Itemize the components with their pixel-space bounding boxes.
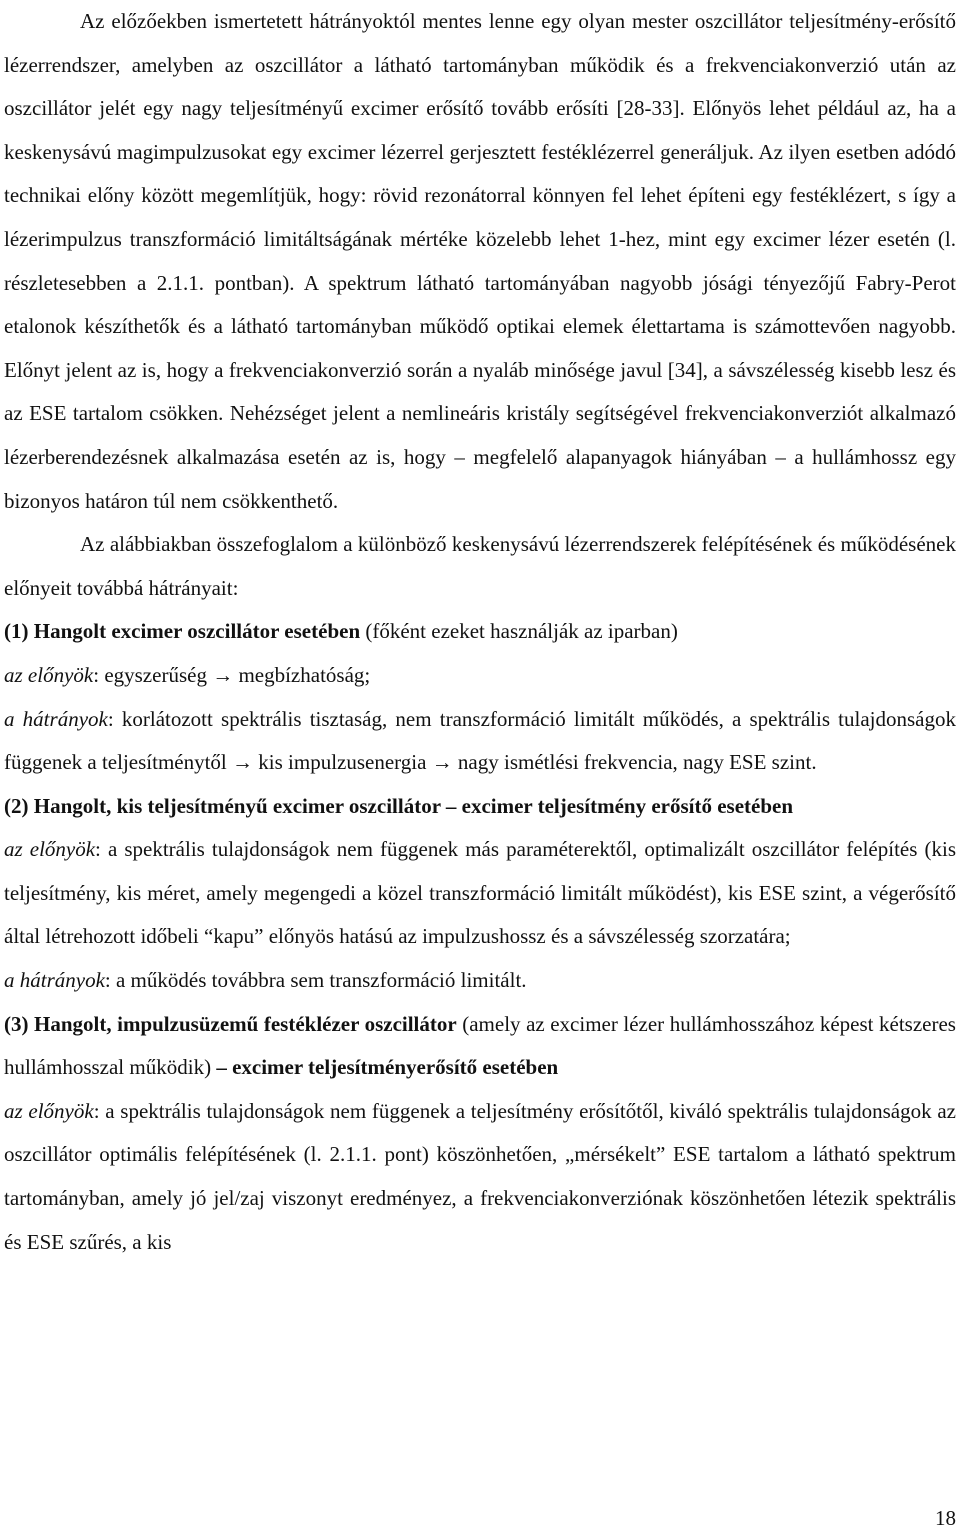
- section-2-heading: (2) Hangolt, kis teljesítményű excimer oszcillátor – excimer teljesítmény erősítő esetében: [4, 793, 794, 818]
- advantages-label: az előnyök: [4, 662, 94, 687]
- disadvantages-label: a hátrányok: [4, 706, 108, 731]
- advantages-label: az előnyök: [4, 837, 96, 862]
- section-1-advantages: [4, 654, 956, 698]
- section-1-heading: [4, 610, 956, 654]
- section-3-title-tail: – excimer teljesítményerősítő esetében: [216, 1055, 559, 1080]
- section-3-title: (3) Hangolt, impulzusüzemű festéklézer oszcillátor: [4, 1011, 457, 1036]
- page-number: 18: [935, 1506, 956, 1530]
- disadvantages-text: : korlátozott spektrális tisztaság, nem transzformáció limitált működés, a spektrális tulajdonságok függenek a teljesítménytől → kis impulzusenergia → nagy ismétlési frekvencia, nagy ESE szint.: [4, 706, 956, 775]
- section-2-disadvantages: [4, 959, 956, 1003]
- summary-intro-paragraph: Az alábbiakban összefoglalom a különböző keskenysávú lézerrendszerek felépítésének és működésének előnyeit továbbá hátrányait:: [4, 532, 956, 600]
- advantages-label: az előnyök: [4, 1098, 94, 1123]
- advantages-text: : egyszerűség → megbízhatóság;: [93, 662, 371, 687]
- section-3-title-mid: (amely az excimer lézer hullámhosszához képest kétszeres hullámhosszal működik): [4, 1011, 956, 1080]
- disadvantages-label: a hátrányok: [4, 968, 105, 993]
- disadvantages-text: : a működés továbbra sem transzformáció limitált.: [104, 968, 527, 993]
- section-1-title-rest: (főként ezeket használják az iparban): [360, 619, 678, 644]
- advantages-text: : a spektrális tulajdonságok nem függenek más paraméterektől, optimalizált oszcillátor felépítés (kis teljesítmény, kis méret, amely megengedi a közel transzformáció limitált működést), kis ESE szint, a végerősítő által létrehozott időbeli “kapu” előnyös hatású az impulzushossz és a sávszélesség szorzatára;: [4, 837, 956, 949]
- section-3-heading: [4, 1003, 956, 1090]
- section-1-disadvantages: [4, 698, 956, 785]
- section-3-advantages: [4, 1090, 956, 1264]
- section-1-title: (1) Hangolt excimer oszcillátor esetében: [4, 619, 361, 644]
- section-2-advantages: [4, 828, 956, 959]
- intro-paragraph: Az előzőekben ismertetett hátrányoktól mentes lenne egy olyan mester oszcillátor teljesítmény-erősítő lézerrendszer, amelyben az oszcillátor a látható tartományban működik és a frekvenciakonverzió után az oszcillátor jelét egy nagy teljesítményű excimer erősítő tovább erősíti [28-33]. Előnyös lehet például az, ha a keskenysávú magimpulzusokat egy excimer lézerrel gerjesztett festéklézerrel generáljuk. Az ilyen esetben adódó technikai előny között megemlítjük, hogy: rövid rezonátorral könnyen fel lehet építeni egy festéklézert, s így a lézerimpulzus transzformáció limitáltságának mértéke közelebb lehet 1-hez, mint egy excimer lézer esetén (l. részletesebben a 2.1.1. pontban). A spektrum látható tartományában nagyobb jósági tényezőjű Fabry-Perot etalonok készíthetők és a látható tartományban működő optikai elemek élettartama is számottevően nagyobb. Előnyt jelent az is, hogy a frekvenciakonverzió során a nyaláb minősége javul [34], a sávszélesség kisebb lesz és az ESE tartalom csökken. Nehézséget jelent a nemlineáris kristály segítségével frekvenciakonverziót alkalmazó lézerberendezésnek alkalmazása esetén az is, hogy – megfelelő alapanyagok hiányában – a hullámhossz egy bizonyos határon túl nem csökkenthető.: [4, 9, 956, 513]
- advantages-text: : a spektrális tulajdonságok nem függenek a teljesítmény erősítőtől, kiváló spektrális tulajdonságok az oszcillátor optimális felépítésének (l. 2.1.1. pont) köszönhetően, „mérsékelt” ESE tartalom a látható spektrum tartományban, amely jó jel/zaj viszonyt eredményez, a frekvenciakonverziónak köszönhetően létezik spektrális és ESE szűrés, a kis: [4, 1098, 956, 1254]
- document-page: [4, 0, 956, 1264]
